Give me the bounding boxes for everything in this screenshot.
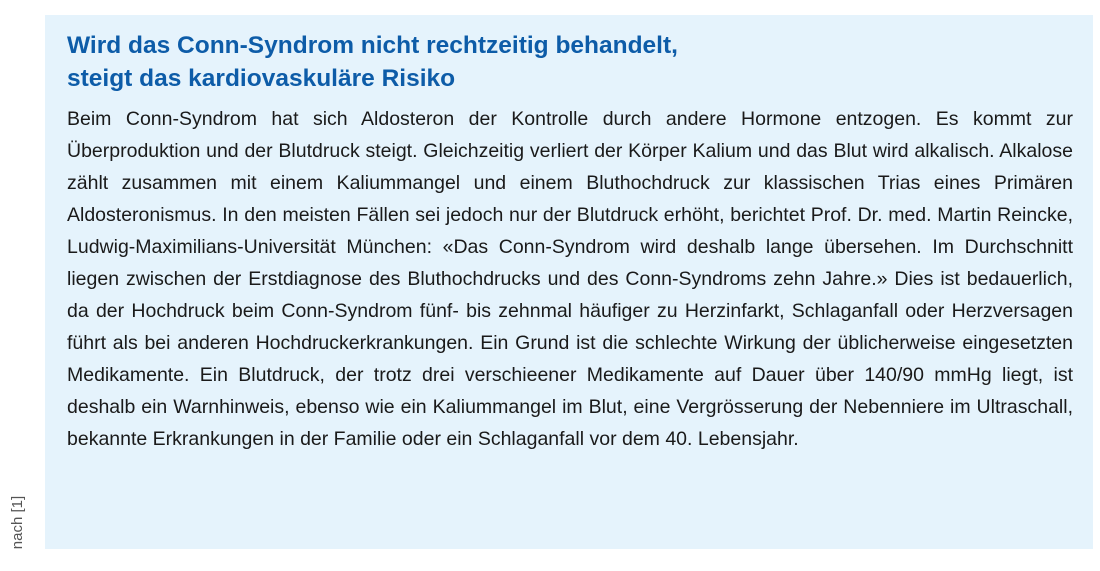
box-body-text: Beim Conn-Syndrom hat sich Aldosteron der Kontrolle durch andere Hormone entzogen. Es kommt zur Überproduktion und der Blutdruck steigt. Gleichzeitig verliert der Körper Kalium und das Blut wird alkalisch. Alkalose zählt zusammen mit einem Kaliummangel und einem Bluthochdruck zur klassischen Trias eines Primären Aldosteronismus. In den meisten Fällen sei jedoch nur der Blutdruck erhöht, berichtet Prof. Dr. med. Martin Reincke, Ludwig-Maximilians-Universität München: «Das Conn-Syndrom wird deshalb lange übersehen. Im Durchschnitt liegen zwischen der Erstdiagnose des Bluthochdrucks und des Conn-Syndroms zehn Jahre.» Dies ist bedauerlich, da der Hochdruck beim Conn-Syndrom fünf- bis zehnmal häufiger zu Herzinfarkt, Schlaganfall oder Herzversagen führt als bei anderen Hochdruckerkrankungen. Ein Grund ist die schlechte Wirkung der üblicherweise eingesetzten Medikamente. Ein Blutdruck, der trotz drei verschieener Medikamente auf Dauer über 140/90 mmHg liegt, ist deshalb ein Warnhinweis, ebenso wie ein Kaliummangel im Blut, eine Vergrösserung der Nebenniere im Ultraschall, bekannte Erkrankungen in der Familie oder ein Schlaganfall vor dem 40. Lebensjahr.: [67, 108, 1073, 450]
box-title: [67, 29, 1073, 95]
box-title-line-1: Wird das Conn-Syndrom nicht rechtzeitig behandelt,: [67, 32, 678, 59]
box-title-line-2: steigt das kardiovaskuläre Risiko: [67, 65, 456, 92]
source-note: [4, 482, 32, 562]
source-note-text: nach [1]: [9, 495, 27, 549]
info-box: [45, 15, 1093, 549]
